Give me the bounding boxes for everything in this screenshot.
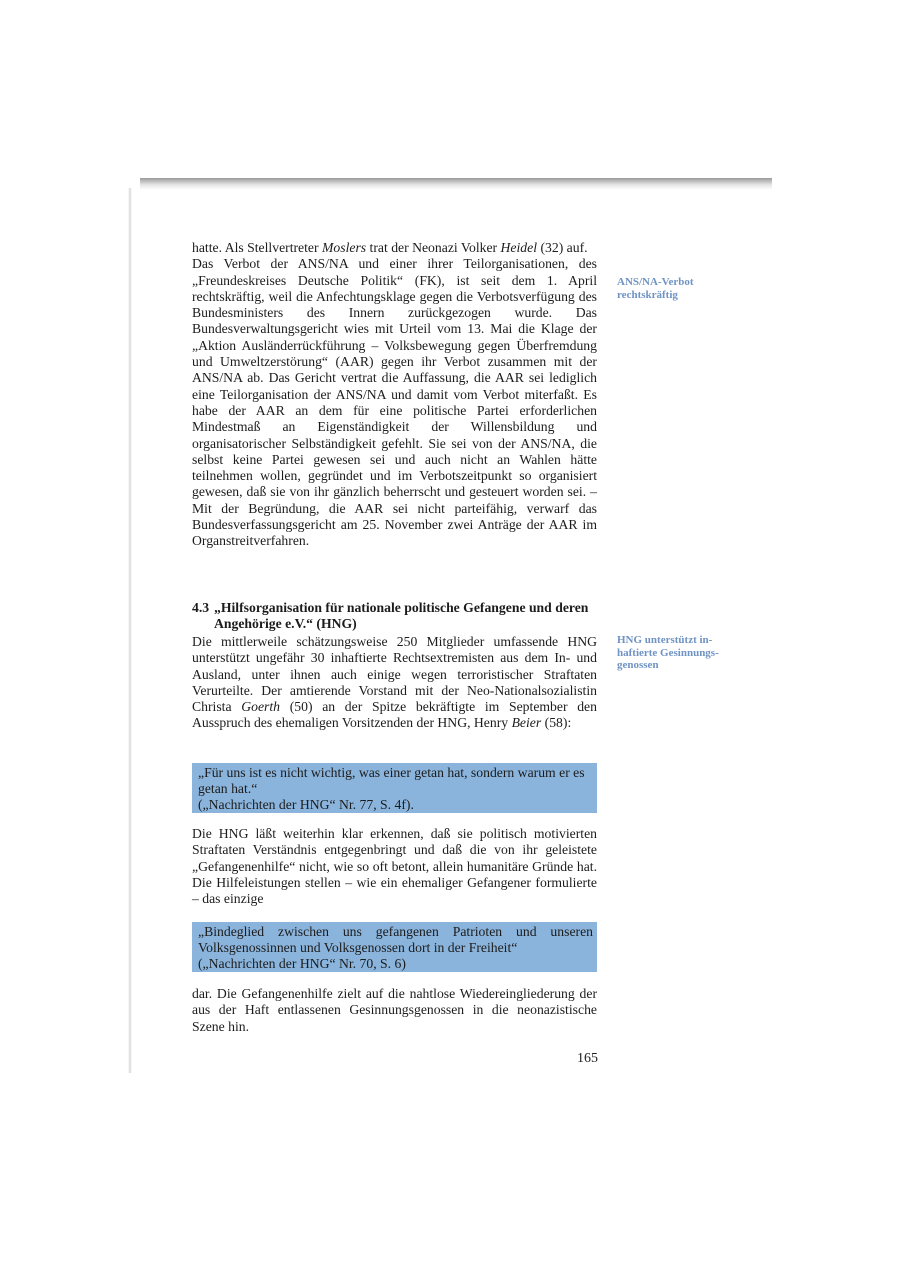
body-text-bottom bbox=[192, 986, 597, 1035]
scan-left-edge bbox=[128, 188, 132, 1073]
paragraph-3: Die mittlerweile schätzungsweise 250 Mitglieder umfassende HNG unterstützt ungefähr 30 inhaftierte Rechtsextremisten aus dem In- und Ausland, unter ihnen auch einige wegen terroristischer Straftaten Verurteilte. Der amtierende Vorstand mit der Neo-Nationalsozialistin Christa Goerth (50) an der Spitze bekräftigte im September den Ausspruch des ehemaligen Vorsitzenden der HNG, Henry Beier (58): bbox=[192, 634, 597, 731]
paragraph-4: Die HNG läßt weiterhin klar erkennen, daß sie politisch motivierten Straftaten Verständnis entgegenbringt und daß die von ihr geleistete „Gefangenenhilfe“ nicht, wie so oft betont, allein humanitäre Gründe hat. Die Hilfeleistungen stellen – wie ein ehemaliger Gefangener formulierte – das einzige bbox=[192, 826, 597, 907]
section-heading bbox=[192, 600, 602, 632]
body-text-hng bbox=[192, 634, 597, 732]
highlighted-quote-2 bbox=[192, 922, 597, 972]
section-title-line-1: „Hilfsorganisation für nationale politische Gefangene und deren bbox=[214, 600, 589, 615]
sidenote-hng: HNG unterstützt in- haftierte Gesinnungs- genossen bbox=[617, 634, 719, 672]
highlighted-quote-1 bbox=[192, 763, 597, 813]
page-number: 165 bbox=[577, 1051, 598, 1066]
name-goerth: Goerth bbox=[241, 699, 281, 715]
section-title-line-2: Angehörige e.V.“ (HNG) bbox=[214, 616, 357, 632]
body-text-middle bbox=[192, 826, 597, 907]
name-beier: Beier bbox=[511, 715, 542, 731]
body-text-top bbox=[192, 240, 597, 550]
section-number: 4.3 bbox=[192, 600, 210, 615]
quote-1-source: („Nachrichten der HNG“ Nr. 77, S. 4f). bbox=[198, 797, 414, 813]
paragraph-5: dar. Die Gefangenenhilfe zielt auf die nahtlose Wiedereingliederung der aus der Haft entlassenen Gesinnungsgenossen in die neonazistische Szene hin. bbox=[192, 986, 597, 1034]
quote-2-text: „Bindeglied zwischen uns gefangenen Patrioten und unseren Volksgenossinnen und Volksgenossen dort in der Freiheit“ bbox=[198, 924, 593, 956]
paragraph-2: Das Verbot der ANS/NA und einer ihrer Teilorganisationen, des „Freundeskreises Deutsche Politik“ (FK), ist seit dem 1. April rechtskräftig, weil die Anfechtungsklage gegen die Verbotsverfügung des Bundesministers des Innern zurückgezogen wurde. Das Bundesverwaltungsgericht wies mit Urteil vom 13. Mai die Klage der „Aktion Ausländerrückführung – Volksbewegung gegen Überfremdung und Umweltzerstörung“ (AAR) gegen ihr Verbot zusammen mit der ANS/NA ab. Das Gericht vertrat die Auffassung, die AAR sei lediglich eine Teilorganisation der ANS/NA und damit vom Verbot miterfaßt. Es habe der AAR an dem für eine politische Partei erforderlichen Mindestmaß an Eigenständigkeit der Willensbildung und organisatorischer Selbständigkeit gefehlt. Sie sei von der ANS/NA, die selbst keine Partei gewesen sei und auch nicht an Wahlen hätte teilnehmen wollen, gegründet und im Verbotszeitpunkt so organisiert gewesen, daß sie von ihr gänzlich beherrscht und gesteuert worden sei. – Mit der Begründung, die AAR sei nicht parteifähig, verwarf das Bundesverfassungsgericht am 25. November zwei Anträge der AAR im Organstreitverfahren. bbox=[192, 256, 597, 549]
quote-1-text: „Für uns ist es nicht wichtig, was einer getan hat, sondern warum er es getan hat.“ bbox=[198, 765, 585, 797]
quote-2-source: („Nachrichten der HNG“ Nr. 70, S. 6) bbox=[198, 956, 406, 972]
paragraph-1: hatte. Als Stellvertreter Moslers trat der Neonazi Volker Heidel (32) auf. bbox=[192, 240, 588, 255]
sidenote-ans-na-verbot: ANS/NA-Verbot rechtskräftig bbox=[617, 276, 694, 301]
name-moslers: Moslers bbox=[322, 240, 367, 255]
name-heidel: Heidel bbox=[500, 240, 538, 255]
scan-top-shadow bbox=[140, 178, 772, 190]
